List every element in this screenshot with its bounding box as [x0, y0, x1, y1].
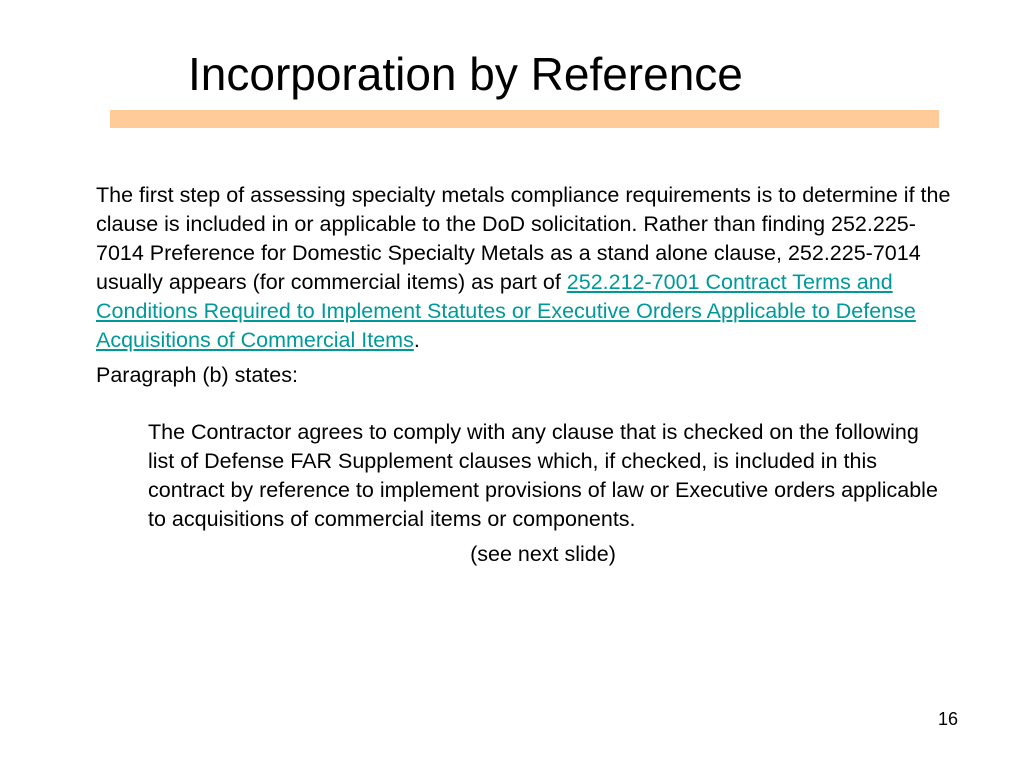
clause-link[interactable]: 252.212-7001 Contract Terms and Conditions Required to Implement Statutes or Executive Orders Applicable to Defense Acquisitions of Commercial Items	[96, 270, 916, 352]
slide-title: Incorporation by Reference	[188, 48, 743, 100]
see-next-slide-note: (see next slide)	[470, 542, 616, 566]
slide-number: 16	[938, 709, 959, 729]
paragraph-label: Paragraph (b) states:	[96, 363, 298, 387]
intro-paragraph	[96, 181, 956, 355]
intro-text: The first step of assessing specialty metals compliance requirements is to determine if the clause is included in or applicable to the DoD solicitation. Rather than finding 252.225-7014 Preference for Domestic Specialty Metals as a stand alone clause, 252.225-7014 usually appears (for commercial items) as part of	[96, 183, 951, 294]
intro-end: .	[413, 328, 420, 352]
title-underline-bar	[110, 110, 939, 128]
slide-content	[96, 181, 956, 569]
clause-quote: The Contractor agrees to comply with any clause that is checked on the following list of Defense FAR Supplement clauses which, if checked, is included in this contract by reference to implement provisions of law or Executive orders applicable to acquisitions of commercial items or components.	[148, 420, 938, 531]
